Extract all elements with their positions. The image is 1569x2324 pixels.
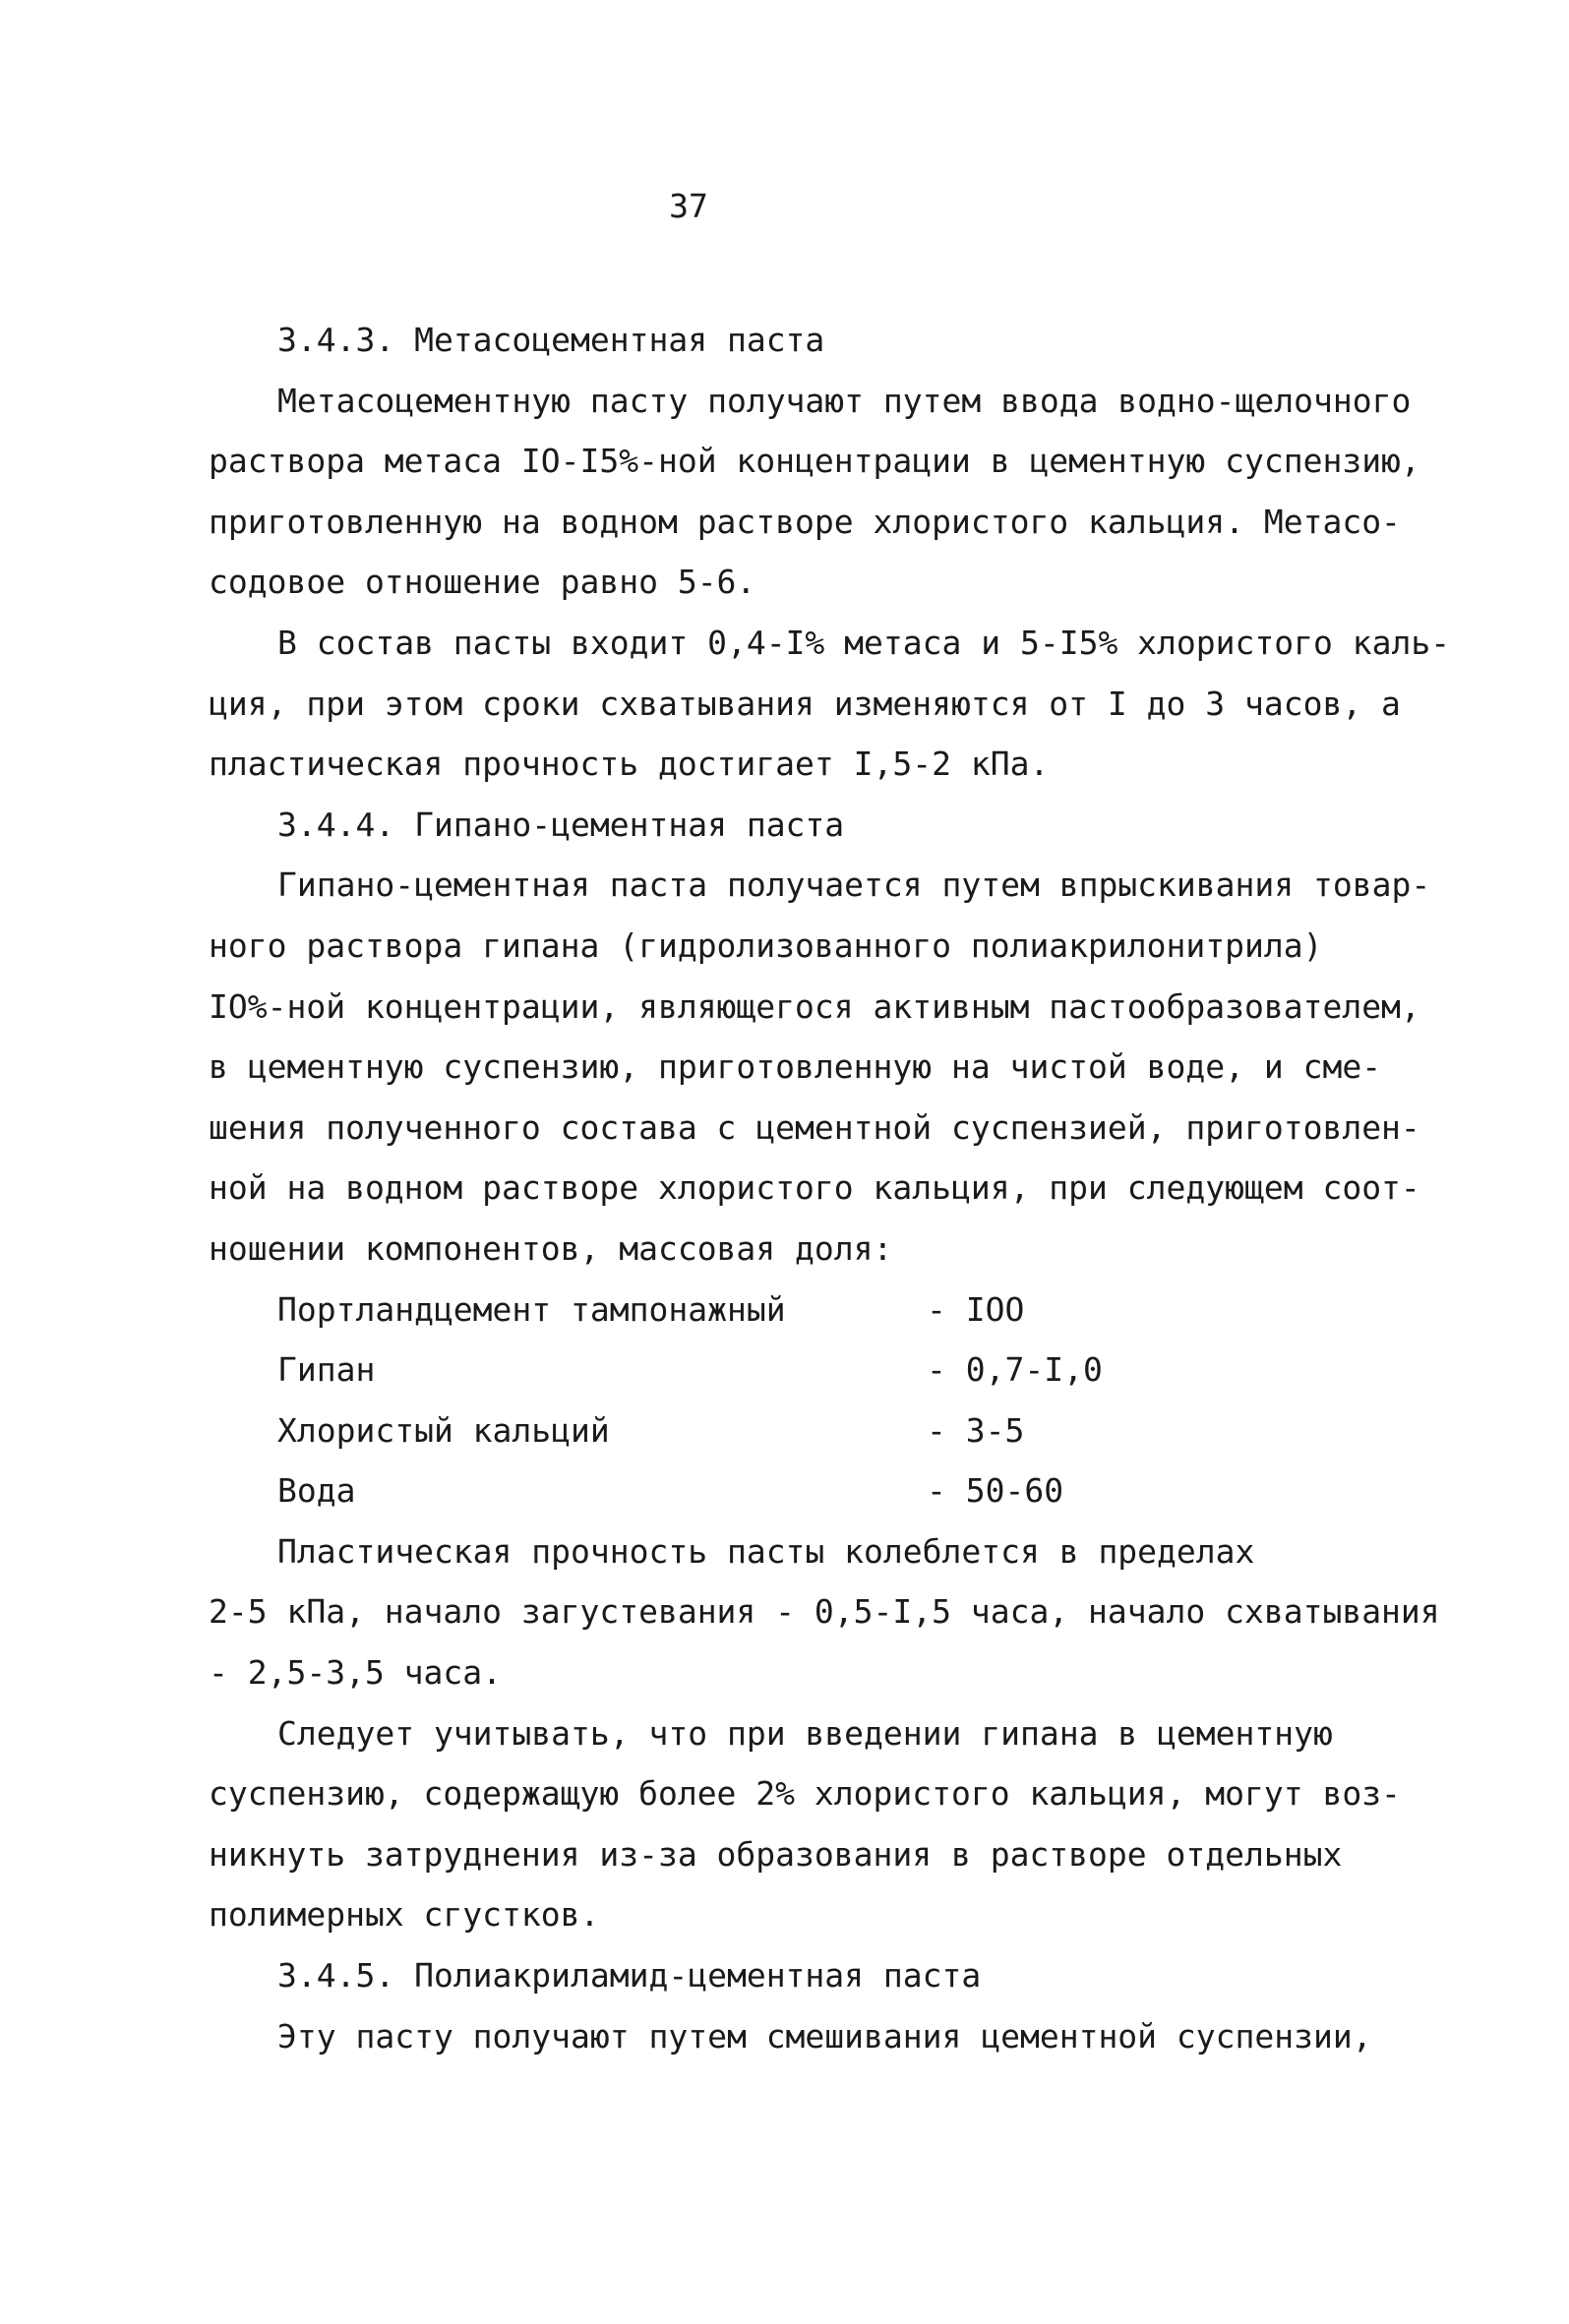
component-row (209, 1340, 1418, 1400)
paragraph-3-4-3-1 (209, 371, 1418, 613)
component-value: - 50-60 (927, 1471, 1064, 1511)
text-line: ного раствора гипана (гидролизованного полиакрилонитрила) (209, 925, 1323, 965)
text-line: шения полученного состава с цементной суспензией, приготовлен- (209, 1107, 1420, 1147)
component-row (209, 1460, 1418, 1521)
text-line: суспензию, содержащую более 2% хлористого кальция, могут воз- (209, 1774, 1401, 1814)
page-number: 37 (669, 187, 708, 225)
components-list (209, 1280, 1418, 1521)
component-name: Портландцемент тампонажный (277, 1289, 786, 1329)
section-heading-3-4-3: 3.4.3. Метасоцементная паста (277, 321, 825, 359)
text-line: - 2,5-3,5 часа. (209, 1653, 503, 1693)
component-value: - 0,7-I,0 (927, 1350, 1103, 1390)
page-body (209, 310, 1451, 2066)
component-value: - IOO (927, 1289, 1025, 1329)
paragraph-3-4-3-2 (209, 613, 1451, 795)
component-row (209, 1280, 1418, 1341)
text-line: IO%-ной концентрации, являющегося активным пастообразователем, (209, 986, 1420, 1026)
text-line: содовое отношение равно 5-6. (209, 563, 756, 602)
section-heading-3-4-5: 3.4.5. Полиакриламид-цементная паста (277, 1956, 982, 1996)
text-line: Гипано-цементная паста получается путем впрыскивания товар- (277, 865, 1431, 905)
text-line: в цементную суспензию, приготовленную на чистой воде, и сме- (209, 1047, 1382, 1087)
paragraph-3-4-4-3 (209, 1703, 1418, 1945)
text-line: приготовленную на водном растворе хлористого кальция. Метасо- (209, 502, 1401, 541)
text-line: никнуть затруднения из-за образования в растворе отдельных (209, 1834, 1343, 1874)
text-line: 2-5 кПа, начало загустевания - 0,5-I,5 часа, начало схватывания (209, 1592, 1440, 1632)
text-line: раствора метаса IO-I5%-ной концентрации в цементную суспензию, (209, 442, 1420, 481)
component-name: Гипан (277, 1350, 376, 1390)
paragraph-3-4-4-1 (209, 855, 1431, 1279)
text-line: ция, при этом сроки схватывания изменяются от I до 3 часов, а (209, 684, 1401, 723)
component-value: - 3-5 (927, 1410, 1025, 1450)
text-line: ношении компонентов, массовая доля: (209, 1228, 893, 1268)
text-line: Метасоцементную пасту получают путем ввода водно-щелочного (277, 381, 1412, 420)
text-line: пластическая прочность достигает I,5-2 кПа. (209, 745, 1050, 784)
text-line: Следует учитывать, что при введении гипана в цементную (277, 1713, 1333, 1753)
text-line: Эту пасту получают путем смешивания цементной суспензии, (277, 2016, 1372, 2056)
component-row (209, 1400, 1418, 1461)
paragraph-3-4-5-1 (209, 2006, 1418, 2067)
text-line: полимерных сгустков. (209, 1895, 600, 1935)
component-name: Вода (277, 1471, 356, 1511)
text-line: В состав пасты входит 0,4-I% метаса и 5-I5% хлористого каль- (277, 623, 1451, 662)
text-line: Пластическая прочность пасты колеблется в пределах (277, 1531, 1255, 1571)
paragraph-3-4-4-2 (209, 1521, 1440, 1703)
component-name: Хлористый кальций (277, 1410, 610, 1450)
text-line: ной на водном растворе хлористого кальция, при следующем соот- (209, 1168, 1420, 1208)
section-heading-3-4-4: 3.4.4. Гипано-цементная паста (277, 804, 845, 844)
